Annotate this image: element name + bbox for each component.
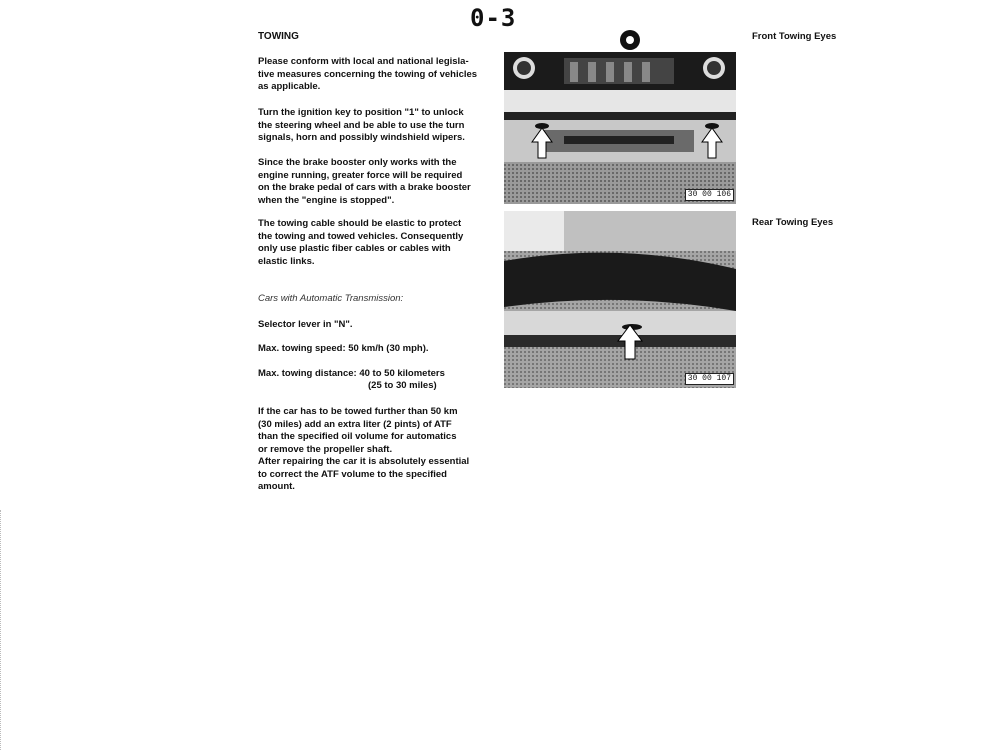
max-distance-text: Max. towing distance: 40 to 50 kilometers <box>258 368 445 379</box>
paragraph-ignition: Turn the ignition key to position "1" to unlock the steering wheel and be able to use the turn signals, horn and possibly windshield wipers. <box>258 107 465 143</box>
max-distance-miles: (25 to 30 miles) <box>368 380 437 391</box>
rear-towing-eyes-photo <box>504 211 736 388</box>
page-edge-marks <box>0 510 4 750</box>
rear-towing-eyes-caption: Rear Towing Eyes <box>752 217 834 228</box>
front-towing-eyes-photo <box>504 52 736 204</box>
page-number: 0-3 <box>470 4 517 32</box>
bmw-roundel-icon <box>620 30 640 50</box>
front-photo-id: 30 00 106 <box>685 189 734 201</box>
paragraph-atf: If the car has to be towed further than 50 km (30 miles) add an extra liter (2 pints) of ATF than the specified oil volume for automatics or remove the propeller shaft. After repairing the car it is absolutely essential to correct the ATF volume to the specified amount. <box>258 406 470 492</box>
paragraph-towing-cable: The towing cable should be elastic to protect the towing and towed vehicles. Consequently only use plastic fiber cables or cables with elastic links. <box>258 218 464 267</box>
automatic-transmission-heading: Cars with Automatic Transmission: <box>258 293 404 304</box>
section-title: TOWING <box>258 31 299 42</box>
paragraph-brake-booster: Since the brake booster only works with the engine running, greater force will be required on the brake pedal of cars with a brake booster when the "engine is stopped". <box>258 157 471 206</box>
front-towing-eyes-caption: Front Towing Eyes <box>752 31 837 42</box>
selector-lever-text: Selector lever in "N". <box>258 319 353 330</box>
rear-photo-id: 30 00 107 <box>685 373 734 385</box>
max-speed-text: Max. towing speed: 50 km/h (30 mph). <box>258 343 429 354</box>
paragraph-legislation: Please conform with local and national legisla- tive measures concerning the towing of vehicles as applicable. <box>258 56 478 92</box>
